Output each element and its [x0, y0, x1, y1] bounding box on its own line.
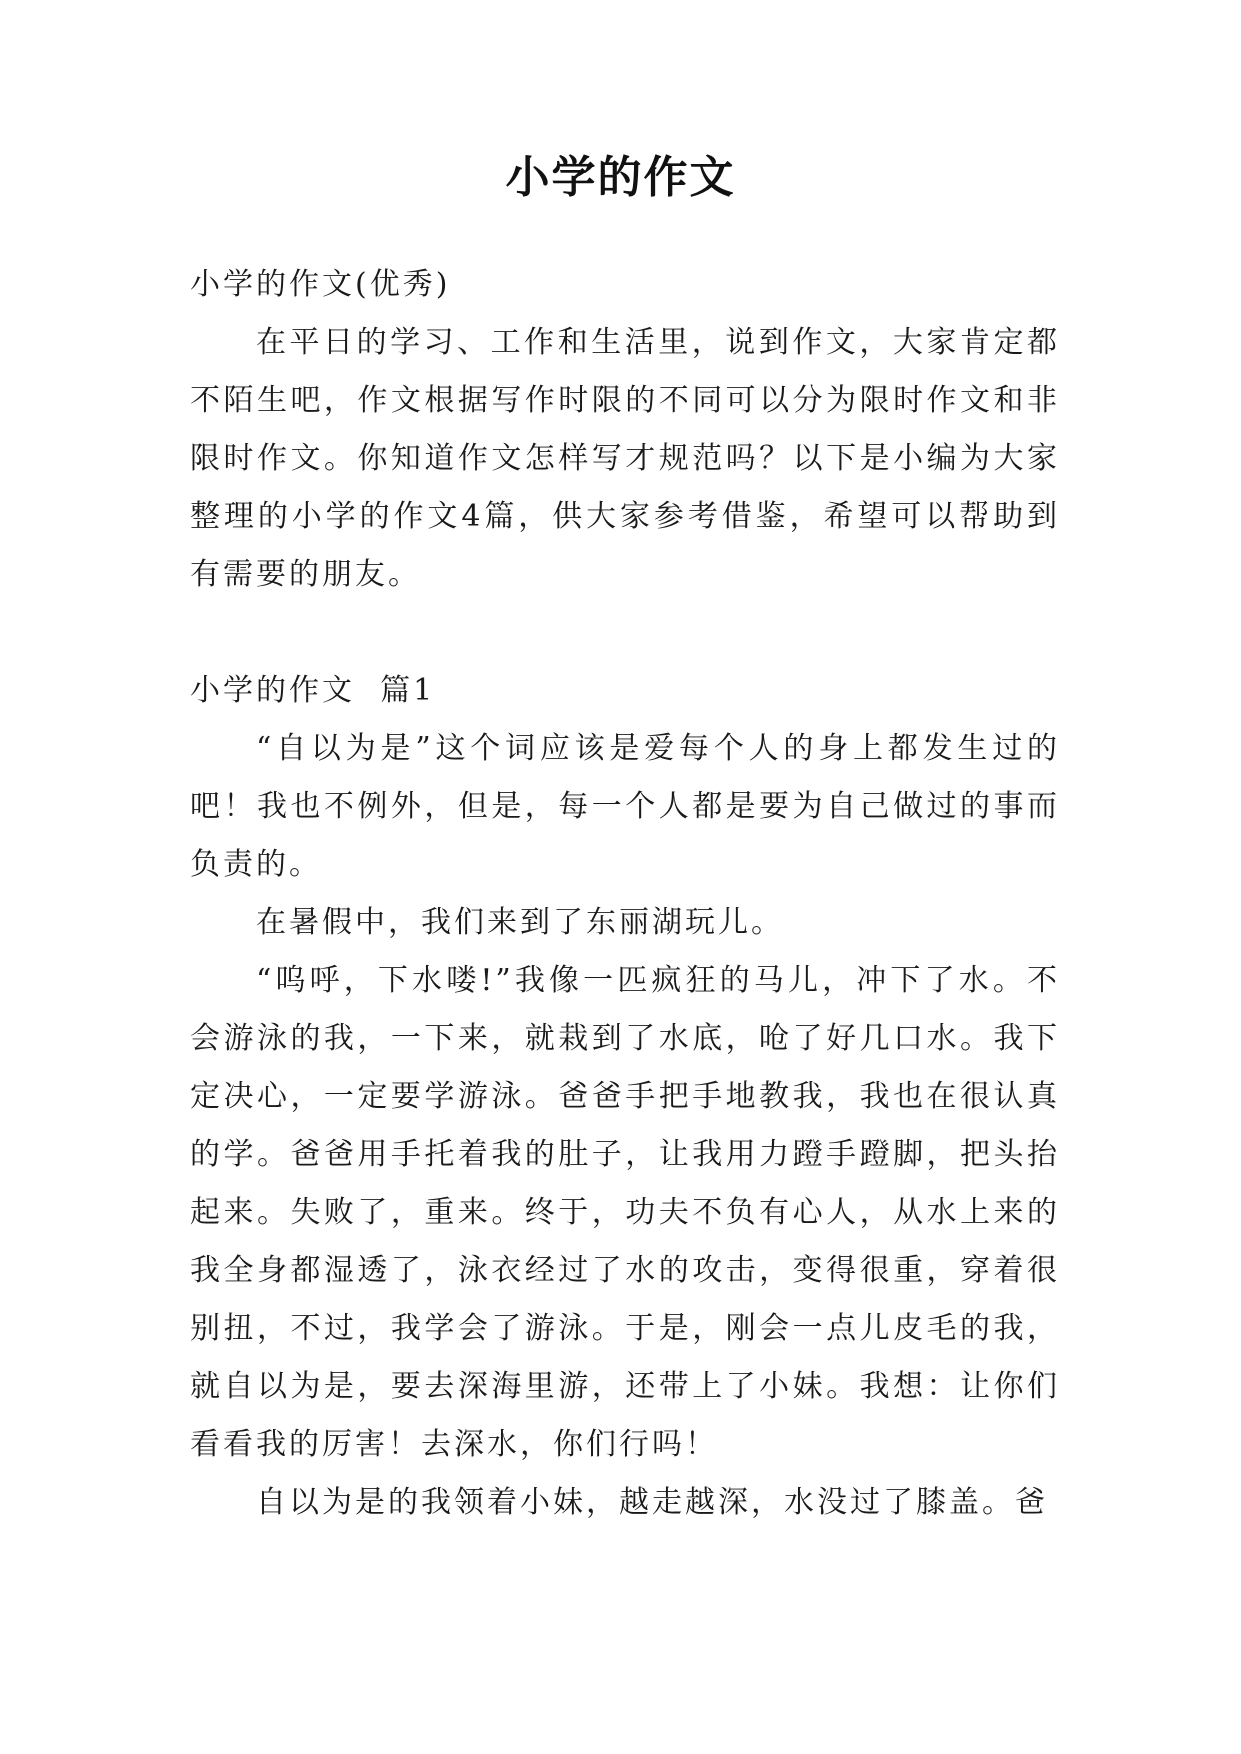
body-paragraph: 在暑假中，我们来到了东丽湖玩儿。	[256, 905, 784, 940]
section-spacer	[190, 604, 1060, 662]
document-body	[190, 256, 1060, 1532]
body-paragraph: “呜呼，下水喽!”我像一匹疯狂的马儿，冲下了水。不会游泳的我，一下来，就栽到了水底，呛了好几口水。我下定决心，一定要学游泳。爸爸手把手地教我，我也在很认真的学。爸爸用手托着我的肚子，让我用力蹬手蹬脚，把头抬起来。失败了，重来。终于，功夫不负有心人，从水上来的我全身都湿透了，泳衣经过了水的攻击，变得很重，穿着很别扭，不过，我学会了游泳。于是，刚会一点儿皮毛的我，就自以为是，要去深海里游，还带上了小妹。我想：让你们看看我的厉害！去深水，你们行吗！	[190, 963, 1060, 1462]
document-title: 小学的作文	[505, 152, 736, 203]
subtitle: 小学的作文(优秀)	[190, 267, 451, 302]
body-paragraph: 自以为是的我领着小妹，越走越深，水没过了膝盖。爸	[256, 1485, 1048, 1520]
intro-paragraph: 在平日的学习、工作和生活里，说到作文，大家肯定都不陌生吧，作文根据写作时限的不同可以分为限时作文和非限时作文。你知道作文怎样写才规范吗？以下是小编为大家整理的小学的作文4篇，供大家参考借鉴，希望可以帮助到有需要的朋友。	[190, 325, 1060, 592]
section-heading: 小学的作文 篇1	[190, 673, 436, 708]
body-paragraph: “自以为是”这个词应该是爱每个人的身上都发生过的吧！我也不例外，但是，每一个人都是要为自己做过的事而负责的。	[190, 731, 1060, 882]
